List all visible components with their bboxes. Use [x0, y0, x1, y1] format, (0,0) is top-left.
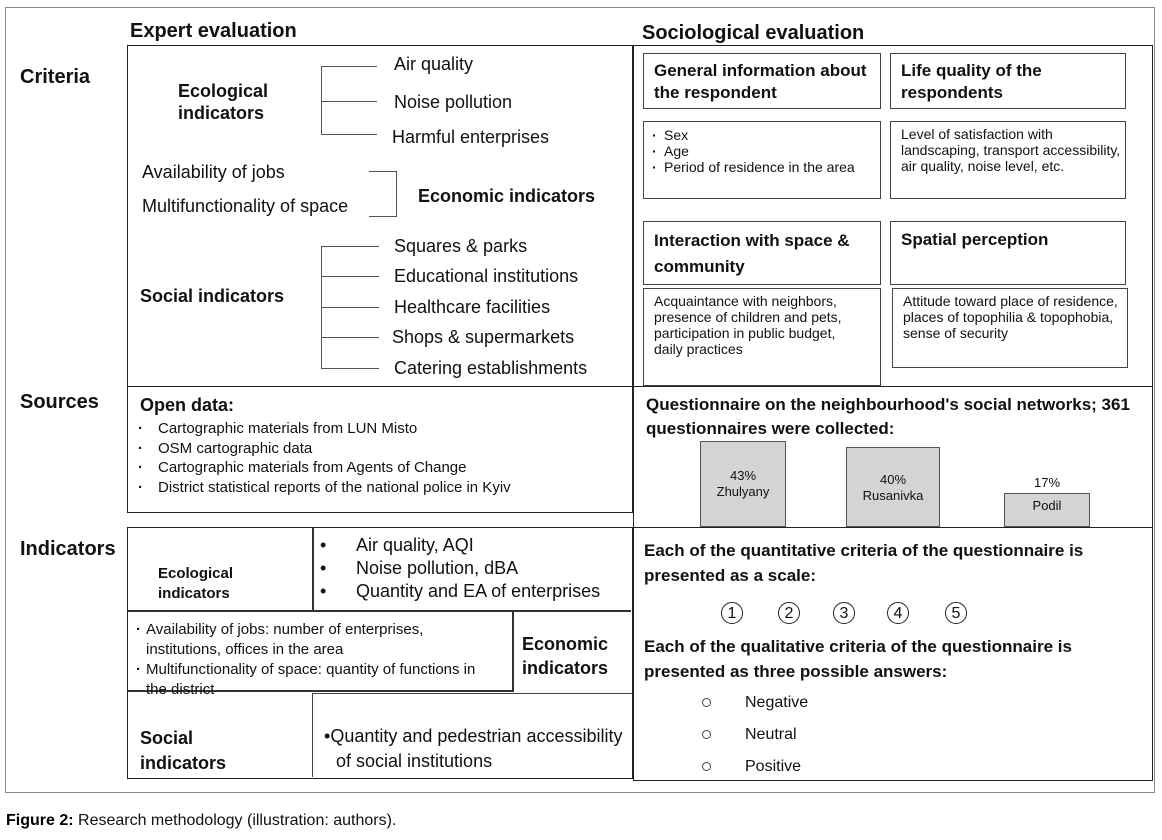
- criteria-heading-box: [643, 53, 881, 109]
- economic-indicator-item: · Availability of jobs: number of enterprises, institutions, offices in the area: [134, 620, 499, 660]
- expert-indicators-box: [127, 527, 633, 779]
- general-info-item: · Sex: [650, 127, 875, 143]
- label-line: Ecological: [158, 565, 234, 582]
- criteria-heading-box: [890, 221, 1126, 285]
- sociological-indicators-box: [633, 527, 1153, 781]
- ecological-criteria-label: Ecological indicators: [178, 81, 269, 123]
- criteria-detail-text: Level of satisfaction with landscaping, transport accessibility, air quality, noise level, etc.: [901, 126, 1121, 174]
- radio-circle-icon: [702, 698, 711, 707]
- economic-indicators-label: [522, 632, 608, 680]
- ecological-indicators-label: [158, 564, 233, 604]
- bar-category-label: Rusanivka: [862, 488, 924, 503]
- radio-circle-icon: [702, 762, 711, 771]
- social-indicator-item: •Quantity and pedestrian accessibility of social institutions: [324, 726, 623, 771]
- economic-criterion: Availability of jobs: [142, 162, 285, 182]
- social-criteria-label: Social indicators: [140, 286, 285, 306]
- bar-podil: [1004, 493, 1090, 527]
- answer-option: Neutral: [702, 726, 797, 744]
- row-label-criteria: Criteria: [20, 66, 91, 88]
- answer-option: Negative: [702, 694, 808, 712]
- social-indicators-label: [140, 726, 226, 776]
- sociological-criteria-box: [633, 45, 1153, 387]
- ecological-indicator-item: • Quantity and EA of enterprises: [320, 581, 601, 601]
- criteria-detail-box: [892, 288, 1128, 368]
- criteria-heading-box: [643, 221, 881, 285]
- criteria-heading: Interaction with space & community: [654, 231, 850, 276]
- general-info-item: · Period of residence in the area: [650, 159, 875, 175]
- bar-value-label: 43%: [729, 467, 757, 483]
- bar-value-label: 40%: [879, 472, 907, 487]
- label-line: Economic: [522, 634, 609, 654]
- scale-circle: 3: [833, 602, 855, 624]
- scale-circle: 5: [945, 602, 967, 624]
- ecological-indicator-item: • Air quality, AQI: [320, 535, 474, 555]
- open-data-item: · Cartographic materials from Agents of Change: [136, 458, 626, 478]
- district-bar-chart: [634, 441, 1154, 527]
- economic-indicators-list: [134, 620, 499, 700]
- row-label-indicators: Indicators: [20, 538, 116, 560]
- criteria-detail-box: [643, 121, 881, 199]
- scale-circle: 2: [778, 602, 800, 624]
- general-info-item: · Age: [650, 143, 875, 159]
- sociological-sources-box: [633, 386, 1153, 528]
- social-criterion: Educational institutions: [394, 266, 579, 286]
- criteria-detail-box: [643, 288, 881, 386]
- ecological-criterion: Harmful enterprises: [392, 127, 550, 147]
- sociological-evaluation-title: Sociological evaluation: [642, 22, 865, 44]
- label-line: Social: [140, 728, 194, 748]
- open-data-list: [136, 419, 626, 497]
- economic-criteria-label: Economic indicators: [418, 186, 596, 206]
- questionnaire-title: Questionnaire on the neighbourhood's social networks; 361 questionnaires were collected:: [646, 395, 1130, 438]
- bar-category-label: Podil: [1032, 498, 1062, 513]
- general-info-list: [650, 127, 875, 175]
- criteria-heading: Spatial perception: [901, 230, 1049, 249]
- expert-sources-box: [127, 386, 633, 513]
- row-label-sources: Sources: [20, 391, 99, 413]
- economic-criterion: Multifunctionality of space: [142, 196, 349, 216]
- criteria-heading: Life quality of the respondents: [901, 61, 1042, 102]
- scale-circle: 1: [721, 602, 743, 624]
- bar-zhulyany: [700, 441, 786, 527]
- scale-circle: 4: [887, 602, 909, 624]
- label-line: indicators: [140, 753, 227, 773]
- expert-evaluation-title: Expert evaluation: [130, 20, 297, 42]
- economic-indicator-item: · Multifunctionality of space: quantity of functions in the district: [134, 660, 499, 700]
- criteria-detail-box: [890, 121, 1126, 199]
- open-data-title: Open data:: [140, 395, 235, 415]
- expert-criteria-box: [127, 45, 633, 387]
- bar-rusanivka: [846, 447, 940, 527]
- ecological-indicator-item: • Noise pollution, dBA: [320, 558, 519, 578]
- quantitative-text: Each of the quantitative criteria of the questionnaire is presented as a scale:: [644, 541, 1084, 585]
- answer-option: Positive: [702, 758, 801, 776]
- social-criterion: Squares & parks: [394, 236, 528, 256]
- caption-text: Research methodology (illustration: authors).: [73, 812, 397, 829]
- criteria-detail-text: Acquaintance with neighbors, presence of children and pets, participation in public budget, daily practices: [654, 293, 842, 357]
- radio-circle-icon: [702, 730, 711, 739]
- figure-caption: [6, 812, 396, 830]
- ecological-criterion: Air quality: [394, 54, 474, 74]
- open-data-item: · District statistical reports of the national police in Kyiv: [136, 478, 626, 498]
- criteria-heading: General information about the respondent: [654, 61, 867, 102]
- social-criterion: Catering establishments: [394, 358, 588, 378]
- criteria-detail-text: Attitude toward place of residence, places of topophilia & topophobia, sense of security: [903, 293, 1118, 341]
- criteria-heading-box: [890, 53, 1126, 109]
- ecological-indicators-list: [320, 534, 600, 603]
- caption-label: Figure 2:: [6, 812, 74, 829]
- ecological-criterion: Noise pollution: [394, 92, 513, 112]
- qualitative-text: Each of the qualitative criteria of the questionnaire is presented as three possible answers:: [644, 637, 1072, 681]
- bar-category-label: Zhulyany: [716, 483, 770, 499]
- open-data-item: · OSM cartographic data: [136, 439, 626, 459]
- label-line: indicators: [158, 585, 230, 602]
- open-data-item: · Cartographic materials from LUN Misto: [136, 419, 626, 439]
- bar-value-label: 17%: [1033, 475, 1061, 490]
- social-criterion: Shops & supermarkets: [392, 327, 575, 347]
- social-criterion: Healthcare facilities: [394, 297, 551, 317]
- label-line: indicators: [522, 658, 609, 678]
